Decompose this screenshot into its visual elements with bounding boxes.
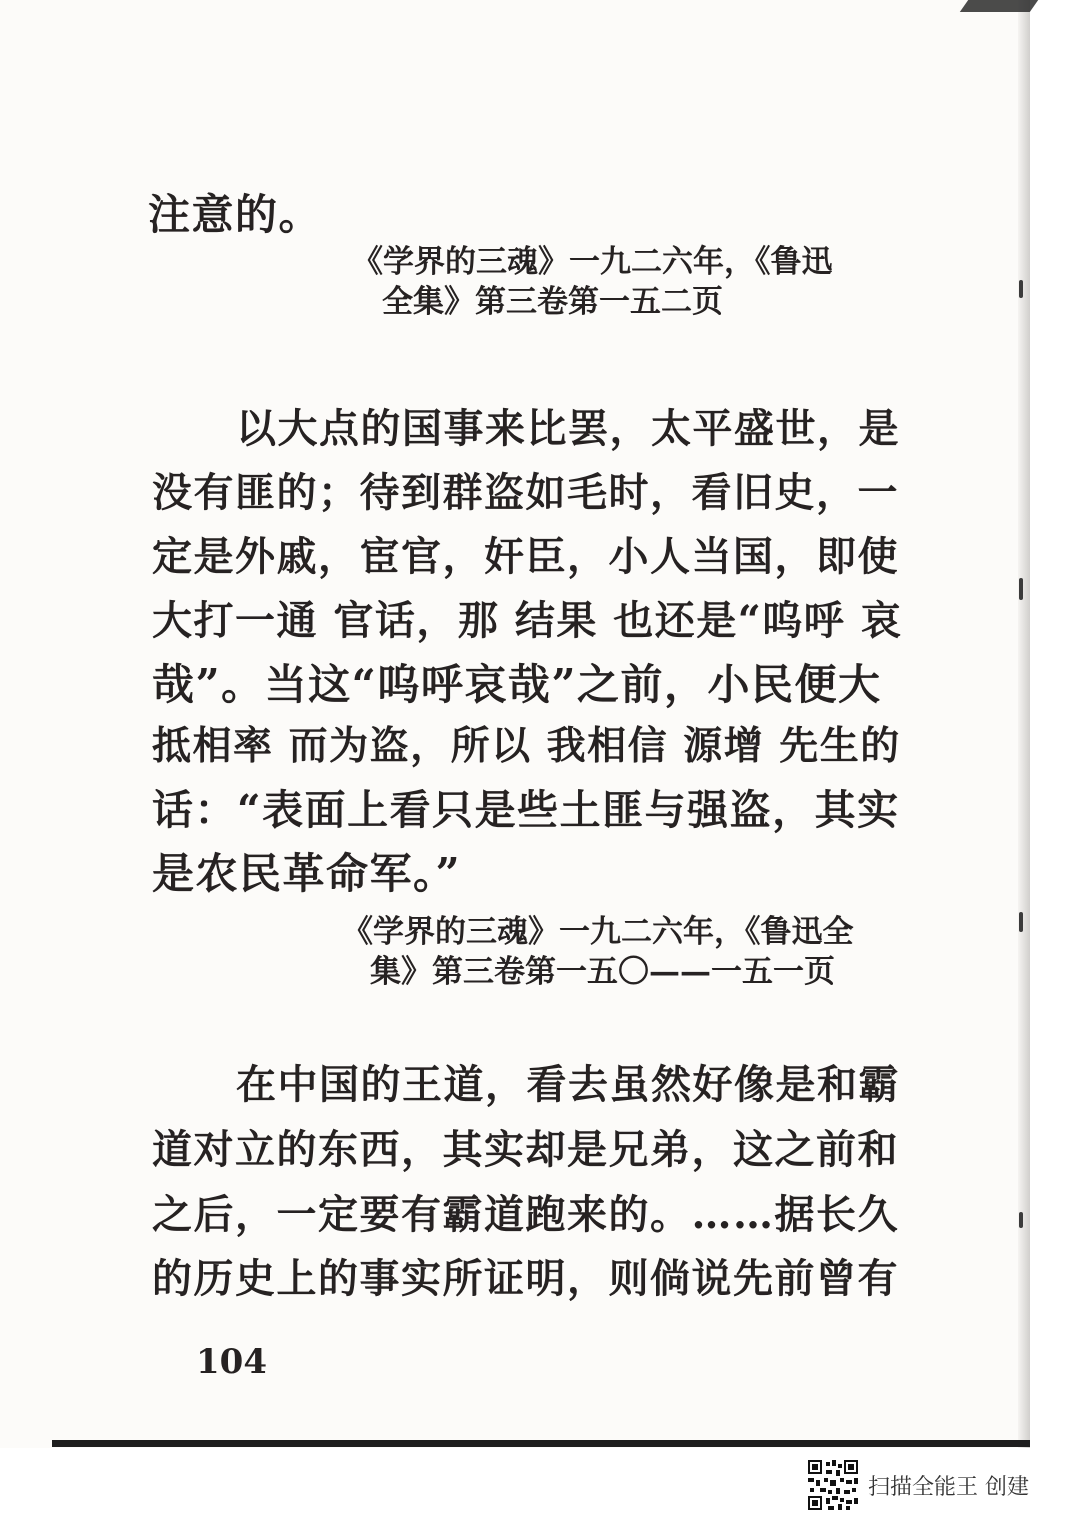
edge-speck [1019, 912, 1023, 932]
scanner-watermark [808, 1460, 1029, 1510]
paragraph-line: 的历史上的事实所证明，则倘说先前曾有 [152, 1255, 899, 1302]
paragraph-line: 是农民革命军。” [152, 849, 462, 898]
page-edge-shadow [1018, 0, 1030, 1448]
paragraph-line: 话：“表面上看只是些土匪与强盗，其实 [152, 786, 900, 834]
paragraph-line: 之后，一定要有霸道跑来的。……据长久 [152, 1191, 899, 1238]
paragraph-line: 定是外戚，宦官，奸臣，小人当国，即使 [152, 533, 899, 580]
qr-code-icon [808, 1460, 858, 1510]
watermark-label: 扫描全能王 创建 [868, 1474, 1029, 1500]
citation-line: 《学界的三魂》一九二六年，《鲁迅全 [342, 914, 854, 950]
paragraph-line: 没有匪的；待到群盗如毛时，看旧史，一 [152, 469, 899, 516]
opening-line: 注意的。 [148, 190, 323, 239]
paragraph-line: 大打一通 官话，那 结果 也还是“呜呼 哀 [152, 597, 903, 644]
page-corner-shadow [960, 0, 1038, 12]
edge-speck [1019, 1212, 1023, 1228]
edge-speck [1019, 280, 1023, 298]
page-number: 104 [196, 1342, 267, 1382]
paragraph-line: 哉”。当这“呜呼哀哉”之前，小民便大 [152, 660, 882, 709]
page-bottom-edge [52, 1440, 1030, 1447]
paragraph-line: 以大点的国事来比罢，太平盛世，是 [236, 405, 900, 452]
citation-line: 集》第三卷第一五〇——一五一页 [370, 954, 835, 990]
paragraph-line: 抵相率 而为盗，所以 我相信 源增 先生的 [152, 723, 901, 769]
edge-speck [1019, 578, 1023, 600]
paragraph-line: 在中国的王道，看去虽然好像是和霸 [236, 1061, 900, 1108]
paragraph-line: 道对立的东西，其实却是兄弟，这之前和 [152, 1126, 899, 1173]
citation-line: 全集》第三卷第一五二页 [382, 284, 723, 320]
citation-line: 《学界的三魂》一九二六年，《鲁迅 [352, 244, 833, 280]
